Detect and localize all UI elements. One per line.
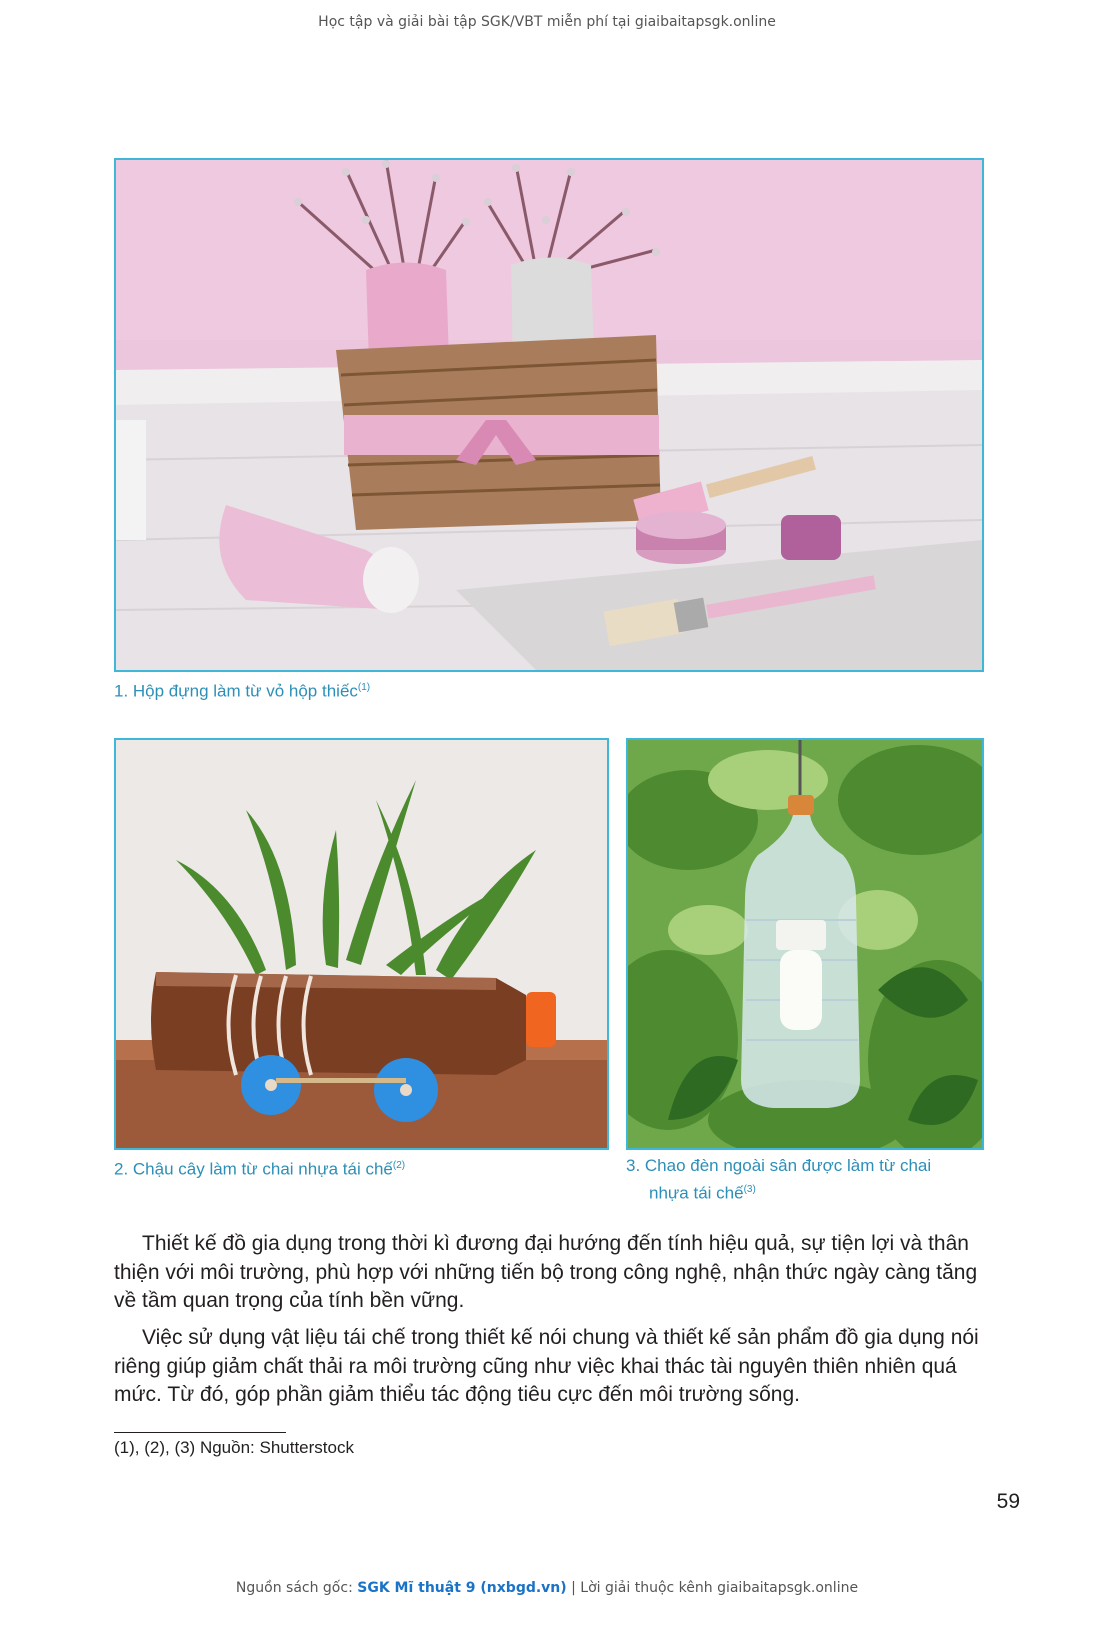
footer-suffix: | Lời giải thuộc kênh giaibaitapsgk.online [566, 1580, 859, 1596]
page-number: 59 [996, 1490, 1020, 1513]
figure-1-caption-text: 1. Hộp đựng làm từ vỏ hộp thiếc [114, 681, 358, 701]
figure-1-caption [114, 676, 370, 704]
photo-tin-can-basket [114, 158, 984, 672]
photo-bottle-lamp [626, 738, 984, 1150]
page-footer [0, 1580, 1094, 1596]
figure-3-note: (3) [743, 1184, 756, 1195]
footer-book-link[interactable]: SGK Mĩ thuật 9 (nxbgd.vn) [357, 1580, 567, 1596]
figure-2-caption-text: 2. Chậu cây làm từ chai nhựa tái chế [114, 1159, 393, 1179]
photo-bottle-planter [114, 738, 609, 1150]
figure-3-caption-line2-wrap [626, 1178, 931, 1206]
footnote-divider [114, 1432, 286, 1433]
figure-3-caption [626, 1154, 931, 1206]
figure-2-note: (2) [392, 1160, 406, 1171]
page-header: Học tập và giải bài tập SGK/VBT miễn phí tại giaibaitapsgk.online [318, 14, 776, 30]
paragraph-2: Việc sử dụng vật liệu tái chế trong thiết kế nói chung và thiết kế sản phẩm đồ gia dụng nói riêng giúp giảm chất thải ra môi trường cũng như việc khai thác tài nguyên thiên nhiên quá mức. Từ đó, góp phần giảm thiểu tác động tiêu cực đến môi trường sống. [114, 1326, 979, 1406]
footer-prefix: Nguồn sách gốc: [235, 1580, 358, 1596]
figure-1-note: (1) [357, 682, 371, 693]
figure-3-caption-line2: nhựa tái chế [649, 1183, 744, 1203]
figure-2-caption [114, 1154, 405, 1182]
footnote: (1), (2), (3) Nguồn: Shutterstock [114, 1438, 354, 1457]
figure-3-caption-line1: 3. Chao đèn ngoài sân được làm từ chai [626, 1156, 932, 1175]
paragraph-1: Thiết kế đồ gia dụng trong thời kì đương đại hướng đến tính hiệu quả, sự tiện lợi và thân thiện với môi trường, phù hợp với những tiến bộ trong công nghệ, nhận thức ngày càng tăng về tầm quan trọng của tính bền vững. [114, 1232, 978, 1312]
